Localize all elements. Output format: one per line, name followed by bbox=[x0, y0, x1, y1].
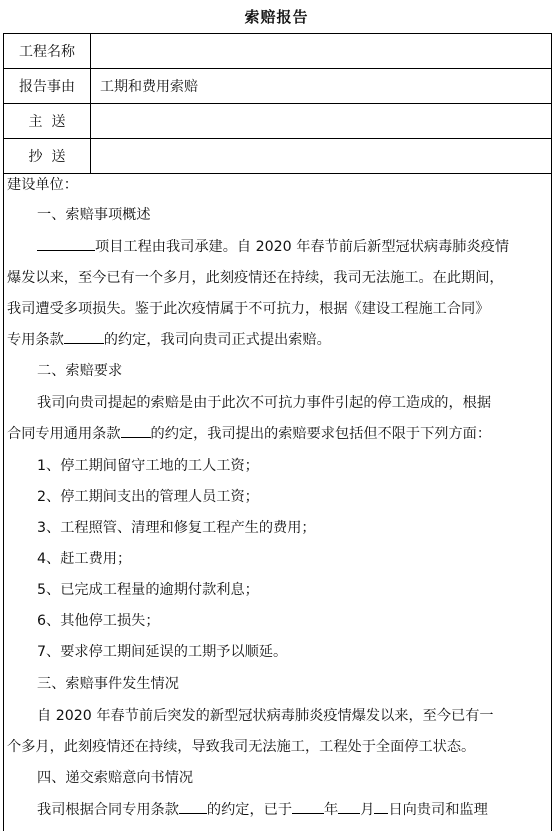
section-1-line-4: 专用条款 的约定，我司向贵司正式提出索赔。 bbox=[7, 329, 331, 349]
list-item: 3、工程照管、清理和修复工程产生的费用； bbox=[37, 520, 316, 536]
section-3-heading: 三、索赔事件发生情况 bbox=[37, 676, 179, 692]
project-name-label: 工程名称 bbox=[4, 34, 91, 68]
section-3-line-2: 个多月，此刻疫情还在持续，导致我司无法施工，工程处于全面停工状态。 bbox=[7, 739, 476, 755]
section-1-heading: 一、索赔事项概述 bbox=[37, 207, 151, 223]
cc-label: 抄 送 bbox=[4, 139, 91, 173]
section-4-line-1: 我司根据合同专用条款 的约定，已于 年 月 日向贵司和监理 bbox=[37, 799, 488, 819]
list-item: 4、赶工费用； bbox=[37, 551, 132, 567]
report-reason-value[interactable]: 工期和费用索赔 bbox=[100, 79, 198, 95]
section-2-line-2: 合同专用通用条款 的约定，我司提出的索赔要求包括但不限于下列方面： bbox=[7, 423, 491, 443]
form-row-cc bbox=[4, 139, 551, 174]
section-1-line-1: 项目工程由我司承建。自 2020 年春节前后新型冠状病毒肺炎疫情 bbox=[37, 236, 509, 256]
list-item: 7、要求停工期间延误的工期予以顺延。 bbox=[37, 644, 288, 660]
clause-blank-2[interactable] bbox=[121, 423, 151, 438]
list-item: 5、已完成工程量的逾期付款利息； bbox=[37, 582, 259, 598]
clause-blank-1[interactable] bbox=[64, 329, 104, 344]
addressee: 建设单位： bbox=[7, 177, 78, 193]
day-blank[interactable] bbox=[374, 799, 388, 814]
year-blank[interactable] bbox=[292, 799, 324, 814]
list-item: 6、其他停工损失； bbox=[37, 613, 160, 629]
form-row-project-name bbox=[4, 34, 551, 69]
form-row-main-recipient bbox=[4, 104, 551, 139]
project-blank[interactable] bbox=[37, 236, 95, 251]
report-reason-label: 报告事由 bbox=[4, 69, 91, 103]
list-item: 1、停工期间留守工地的工人工资； bbox=[37, 458, 259, 474]
section-2-heading: 二、索赔要求 bbox=[37, 363, 123, 379]
form-row-report-reason bbox=[4, 69, 551, 104]
section-1-line-2: 爆发以来，至今已有一个多月，此刻疫情还在持续，我司无法施工。在此期间， bbox=[7, 270, 504, 286]
month-blank[interactable] bbox=[338, 799, 360, 814]
main-recipient-label: 主 送 bbox=[4, 104, 91, 138]
report-title: 索赔报告 bbox=[244, 8, 309, 26]
list-item: 2、停工期间支出的管理人员工资； bbox=[37, 489, 259, 505]
section-2-line-1: 我司向贵司提起的索赔是由于此次不可抗力事件引起的停工造成的，根据 bbox=[37, 395, 492, 411]
clause-blank-3[interactable] bbox=[179, 799, 207, 814]
section-3-line-1: 自 2020 年春节前后突发的新型冠状病毒肺炎疫情爆发以来，至今已有一 bbox=[37, 708, 494, 724]
section-1-line-3: 我司遭受多项损失。鉴于此次疫情属于不可抗力，根据《建设工程施工合同》 bbox=[7, 301, 490, 317]
section-4-heading: 四、递交索赔意向书情况 bbox=[37, 770, 194, 786]
